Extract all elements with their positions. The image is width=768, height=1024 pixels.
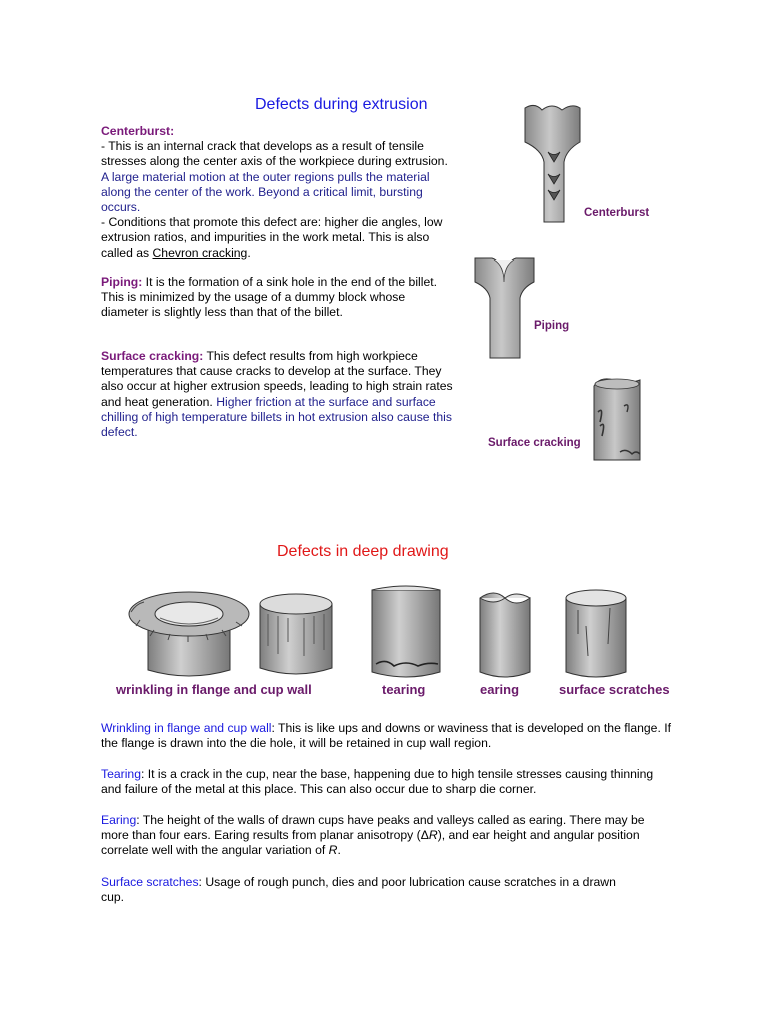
tearing-paragraph [101, 767, 671, 797]
centerburst-term: Centerburst: [101, 124, 175, 138]
centerburst-label: Centerburst [584, 207, 650, 219]
surface-cracking-figure [590, 376, 646, 460]
centerburst-text-1: - This is an internal crack that develops as a result of tensile stresses along the center axis of the workpiece during extrusion. [101, 139, 448, 169]
piping-text: It is the formation of a sink hole in the end of the billet. This is minimized by the usage of a dummy block whose diameter is slightly less than that of the billet. [101, 275, 437, 320]
wrinkling-text: : This is like ups and downs or waviness that is developed on the flange. If the flange is drawn into the die hole, it will be retained in cup wall region. [101, 721, 671, 751]
surface-cracking-paragraph [101, 349, 461, 440]
tearing-text: : It is a crack in the cup, near the base, happening due to high tensile stresses causing thinning and failure of the metal at this place. This can also occur due to sharp die corner. [101, 767, 654, 797]
scratches-term: Surface scratches [101, 875, 199, 889]
caption-earing: earing [480, 682, 520, 697]
earing-text-a: : The height of the walls of drawn cups have peaks and valleys called as earing. There may be more than four ears. Earing results from planar anisotropy (Δ [101, 813, 645, 843]
deep-drawing-title: Defects in deep drawing [277, 543, 449, 560]
surface-cracking-term: Surface cracking: [101, 349, 204, 363]
centerburst-highlight: A large material motion at the outer regions pulls the material along the center of the work. Beyond a critical limit, bursting occurs. [101, 169, 430, 215]
tearing-term: Tearing [101, 767, 141, 781]
caption-wrinkling: wrinkling in flange and cup wall [116, 682, 312, 697]
wrinkling-term: Wrinkling in flange and cup wall [101, 721, 272, 735]
earing-paragraph [101, 813, 671, 859]
earing-term: Earing [101, 813, 137, 827]
scratched-cup-icon [562, 586, 630, 682]
piping-label: Piping [534, 320, 570, 332]
centerburst-text-2: - Conditions that promote this defect are: higher die angles, low extrusion ratios, and impurities in the work metal. This is also called as [101, 215, 443, 260]
earing-symbol-r-2: R [328, 843, 338, 858]
earing-end: . [337, 843, 341, 858]
chevron-cracking-term: Chevron cracking [152, 245, 248, 260]
surface-cracking-label: Surface cracking [488, 437, 581, 449]
piping-term: Piping: [101, 275, 143, 289]
centerburst-paragraph [101, 124, 457, 261]
piping-figure [470, 254, 540, 364]
torn-flange-cup-icon [254, 586, 338, 682]
wrinkling-paragraph [101, 721, 671, 751]
scratches-text: : Usage of rough punch, dies and poor lubrication cause scratches in a drawn cup. [101, 875, 616, 905]
surface-cracking-highlight: Higher friction at the surface and surface chilling of high temperature billets in hot extrusion also cause this defect. [101, 394, 452, 440]
centerburst-end: . [247, 245, 251, 260]
earing-cup-icon [476, 586, 534, 682]
wrinkled-flange-cup-icon [126, 582, 252, 682]
tearing-cup-icon [366, 582, 446, 682]
caption-surface-scratches: surface scratches [559, 682, 670, 697]
scratches-paragraph [101, 875, 641, 905]
earing-symbol-r: R [428, 828, 438, 843]
caption-tearing: tearing [382, 682, 426, 697]
surface-cracking-text: This defect results from high workpiece temperatures that cause cracks to develop at the surface. They also occur at higher extrusion speeds, leading to high strain rates and heat generation. [101, 349, 453, 409]
earing-text-b: ), and ear height and angular position correlate well with the angular variation of [101, 828, 640, 858]
extrusion-title: Defects during extrusion [255, 96, 428, 113]
piping-paragraph [101, 275, 441, 321]
centerburst-figure [520, 100, 590, 230]
